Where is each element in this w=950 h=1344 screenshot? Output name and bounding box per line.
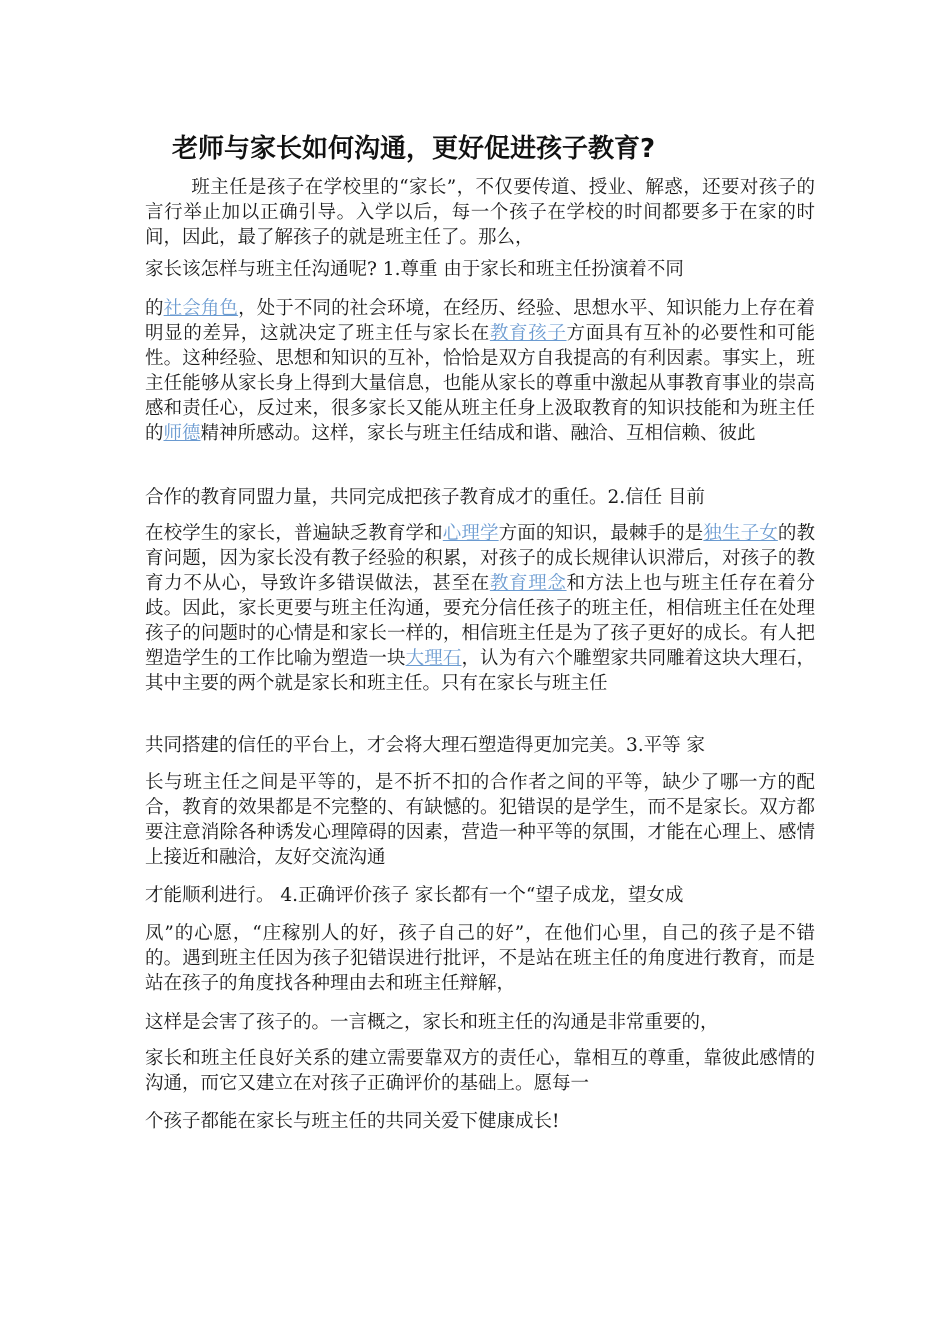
paragraph-evaluation: [145, 921, 815, 996]
paragraph-conclusion-line: [145, 1010, 815, 1035]
text-segment: 家长和班主任良好关系的建立需要靠双方的责任心，靠相互的尊重，靠彼此感情的沟通，而它又建立在对孩子正确评价的基础上。愿每一: [145, 1048, 815, 1094]
text-segment: 长与班主任之间是平等的，是不折不扣的合作者之间的平等，缺少了哪一方的配合，教育的效果都是不完整的、有缺憾的。犯错误的是学生，而不是家长。双方都要注意消除各种诱发心理障碍的因素，营造一种平等的氛围，才能在心理上、感情上接近和融洽，友好交流沟通: [145, 772, 815, 868]
text-segment: 这样是会害了孩子的。一言概之，家长和班主任的沟通是非常重要的，: [145, 1012, 719, 1033]
text-segment: ，处于不同的社会环境，在经历、经验、思想水平、知识能力上存在着明显的差异，这就决定了班主任与家长在: [145, 298, 815, 344]
text-segment: ，认为有六个雕塑家共同雕着这块大理石，其中主要的两个就是家长和班主任。只有在家长与班主任: [145, 648, 815, 694]
paragraph-intro: [145, 175, 815, 250]
inline-link[interactable]: 大理石: [405, 648, 462, 669]
text-segment: 班主任是孩子在学校里的“家长”，不仅要传道、授业、解惑，还要对孩子的言行举止加以正确引导。入学以后，每一个孩子在学校的时间都要多于在家的时间，因此，最了解孩子的就是班主任了。那么，: [145, 177, 815, 248]
paragraph-evaluation-heading: [145, 883, 815, 908]
inline-link[interactable]: 社会角色: [163, 298, 239, 319]
paragraph-trust-heading: [145, 485, 815, 510]
text-segment: 个孩子都能在家长与班主任的共同关爱下健康成长!: [145, 1111, 560, 1132]
paragraph-respect-heading: [145, 257, 815, 282]
text-segment: 的教育问题，因为家长没有教子经验的积累，对孩子的成长规律认识滞后，对孩子的教育力不从心，导致许多错误做法，甚至在: [145, 523, 815, 594]
paragraph-equality-heading: [145, 733, 815, 758]
text-segment: 家长该怎样与班主任沟通呢? 1.尊重 由于家长和班主任扮演着不同: [145, 259, 684, 280]
text-segment: 的: [145, 298, 164, 319]
text-segment: 共同搭建的信任的平台上，才会将大理石塑造得更加完美。3.平等 家: [145, 735, 706, 756]
paragraph-conclusion: [145, 1046, 815, 1096]
paragraph-equality: [145, 770, 815, 870]
text-segment: 精神所感动。这样，家长与班主任结成和谐、融洽、互相信赖、彼此: [200, 423, 756, 444]
text-segment: 和方法上也与班主任存在着分歧。因此，家长更要与班主任沟通，要充分信任孩子的班主任，相信班主任在处理孩子的问题时的心情是和家长一样的，相信班主任是为了孩子更好的成长。有人把塑造学生的工作比喻为塑造一块: [145, 573, 815, 669]
paragraph-trust: [145, 521, 815, 696]
paragraph-respect: [145, 296, 815, 446]
inline-link[interactable]: 师德: [163, 423, 201, 444]
inline-link[interactable]: 心理学: [442, 523, 499, 544]
paragraph-closing: [145, 1109, 815, 1134]
inline-link[interactable]: 独生子女: [703, 523, 778, 544]
text-segment: 合作的教育同盟力量，共同完成把孩子教育成才的重任。2.信任 目前: [145, 487, 706, 508]
text-segment: 凤”的心愿，“庄稼别人的好，孩子自己的好”，在他们心里，自己的孩子是不错的。遇到班主任因为孩子犯错误进行批评，不是站在班主任的角度进行教育，而是站在孩子的角度找各种理由去和班主任辩解，: [145, 923, 815, 994]
text-segment: 在校学生的家长，普遍缺乏教育学和: [145, 523, 443, 544]
text-segment: 才能顺利进行。 4.正确评价孩子 家长都有一个“望子成龙，望女成: [145, 885, 684, 906]
text-segment: 方面的知识，最棘手的是: [498, 523, 704, 544]
inline-link[interactable]: 教育理念: [489, 573, 567, 594]
document-title: 老师与家长如何沟通，更好促进孩子教育?: [172, 134, 656, 164]
inline-link[interactable]: 教育孩子: [489, 323, 567, 344]
text-segment: 方面具有互补的必要性和可能性。这种经验、思想和知识的互补，恰恰是双方自我提高的有利因素。事实上，班主任能够从家长身上得到大量信息，也能从家长的尊重中激起从事教育事业的崇高感和责任心，反过来，很多家长又能从班主任身上汲取教育的知识技能和为班主任的: [145, 323, 815, 444]
